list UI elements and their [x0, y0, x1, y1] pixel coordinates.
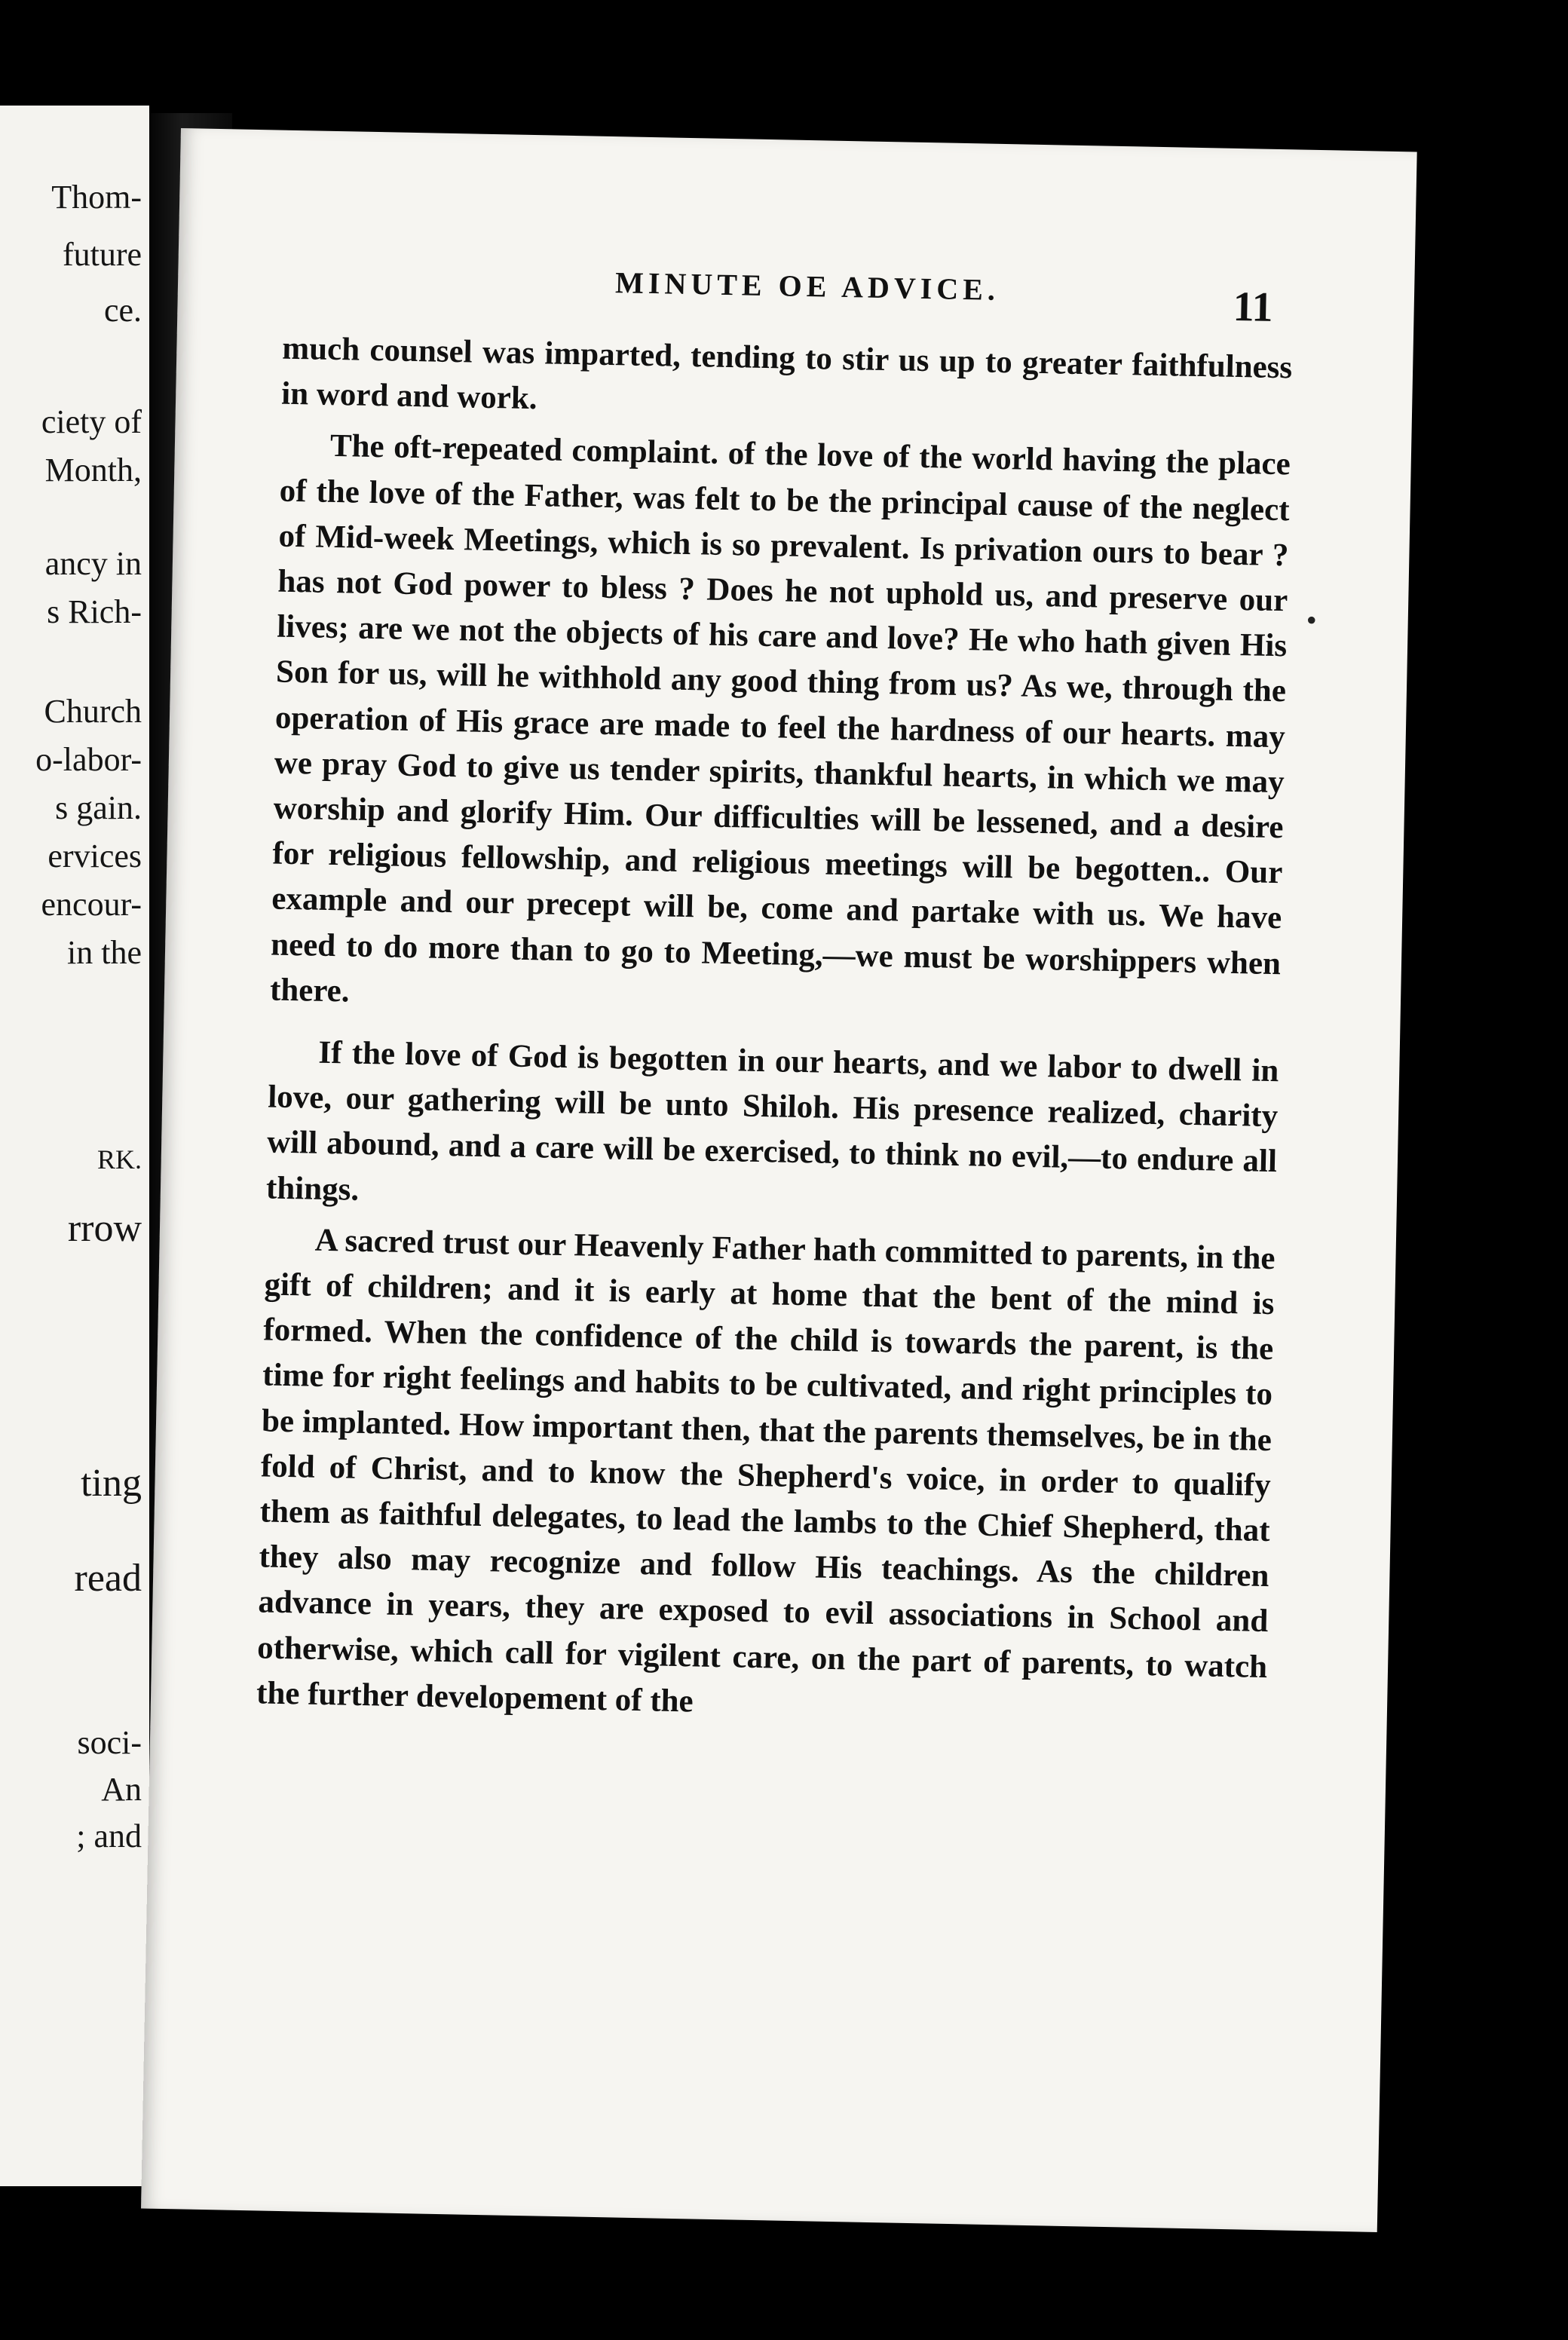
left-page-line: Month,	[44, 452, 142, 489]
page-number: 11	[1233, 283, 1274, 331]
left-page-line: s Rich-	[47, 593, 142, 630]
left-page-line: An	[101, 1771, 142, 1808]
left-page-line: ancy in	[44, 545, 142, 582]
left-page-line: ervices	[47, 838, 142, 874]
left-page-line: Church	[44, 693, 142, 730]
margin-dot-mark: •	[1306, 602, 1318, 638]
paragraph: If the love of God is begotten in our hearts, and we labor to dwell in love, our gathering will be unto Shiloh. His presence realized, charity will abound, and a care will be exercised, to think no evil,—to endure all things.	[265, 1034, 1279, 1208]
left-facing-page	[0, 106, 149, 2186]
left-page-line: s gain.	[55, 789, 142, 826]
left-page-line: o-labor-	[35, 741, 142, 778]
left-page-line: ting	[81, 1462, 142, 1505]
left-page-line: RK.	[96, 1144, 142, 1175]
left-page-line: future	[62, 236, 142, 273]
left-page-line: ; and	[76, 1818, 142, 1855]
body-text	[256, 326, 1293, 1735]
left-page-line: in the	[67, 934, 142, 971]
left-page-line: ce.	[103, 292, 142, 329]
left-page-line: Thom-	[51, 179, 142, 216]
left-page-line: ciety of	[41, 403, 142, 440]
right-page	[141, 128, 1417, 2232]
paragraph: A sacred trust our Heavenly Father hath committed to parents, in the gift of children; and it is early at home that the bent of the mind is formed. When the confidence of the child is towards the parent, is the time for right feelings and habits to be cultivated, and right principles to be implanted. How important then, that the parents themselves, be in the fold of Christ, and to know the Shepherd's voice, in order to qualify them as faithful delegates, to lead the lambs to the Chief Shepherd, that they also may recognize and follow His teachings. As the children advance in years, they are exposed to evil associations in School and otherwise, which call for vigilent care, on the part of parents, to watch the further developement of the	[256, 1222, 1276, 1720]
paragraph: much counsel was imparted, tending to stir us up to greater faithfulness in word and work.	[280, 330, 1293, 417]
running-head: MINUTE OE ADVICE.	[614, 265, 1000, 307]
left-page-line: rrow	[67, 1207, 142, 1250]
paragraph: The oft-repeated complaint. of the love of the world having the place of the love of the Father, was felt to be the principal cause of the neglect of Mid-week Meetings, which is so prevalent. Is privation ours to bear ? has not God power to bless ? Does he not uphold us, and preserve our lives; are we not the objects of his care and love? He who hath given His Son for us, will he withhold any good thing from us? As we, through the operation of His grace are made to feel the hardness of our hearts. may we pray God to give us tender spirits, thankful hearts, in which we may worship and glorify Him. Our difficulties will be lessened, and a desire for religious fellowship, and religious meetings will be begotten.. Our example and our precept will be, come and partake with us. We have need to do more than to go to Meeting,—we must be worshippers when there.	[269, 428, 1291, 1009]
left-page-line: soci-	[77, 1724, 142, 1761]
left-page-line: read	[74, 1557, 142, 1600]
left-page-line: encour-	[41, 886, 142, 923]
